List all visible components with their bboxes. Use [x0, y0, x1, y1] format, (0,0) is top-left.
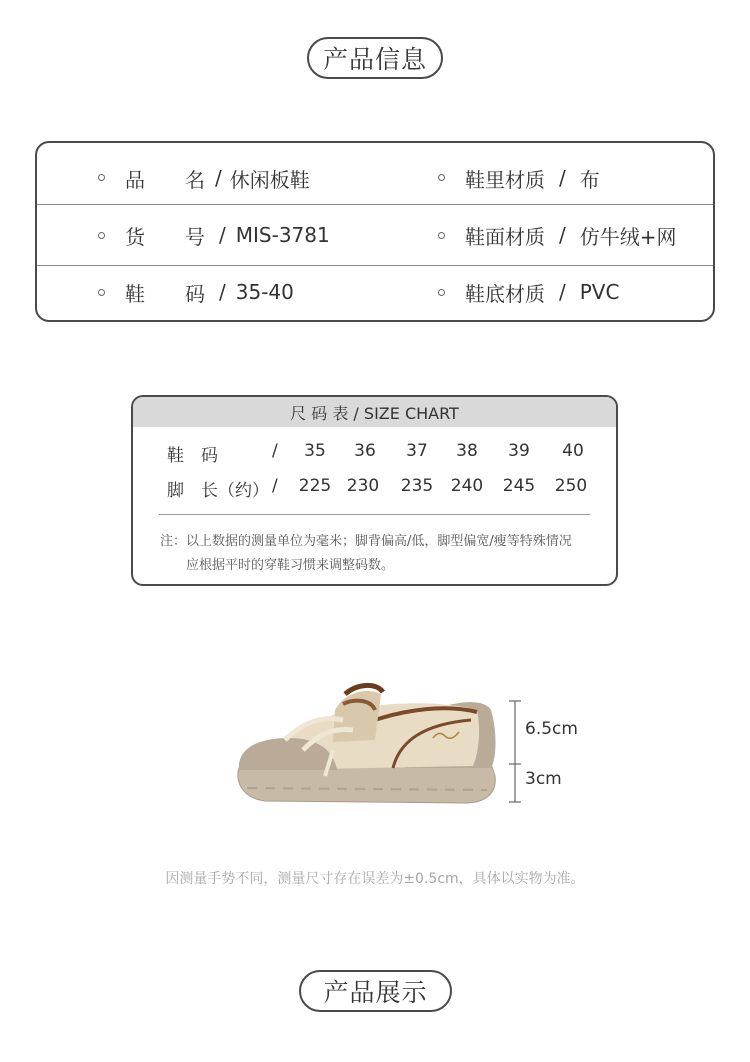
foot-length-label: 脚 长（约） [167, 481, 269, 501]
info-value: 35-40 [235, 280, 294, 304]
info-item-upper [465, 221, 677, 249]
info-item-name [125, 164, 310, 192]
bullet-dot-icon [438, 289, 445, 296]
foot-length-value: 250 [554, 476, 588, 496]
size-chart-title: 尺 码 表 / SIZE CHART [290, 403, 459, 423]
info-value: 布 [579, 167, 600, 192]
bullet-dot-icon [438, 174, 445, 181]
size-value: 38 [456, 441, 478, 461]
size-chart-card [131, 395, 618, 586]
foot-length-value: 225 [298, 476, 332, 496]
info-label: 鞋底材质 [465, 281, 545, 306]
dimension-markers [505, 700, 525, 804]
size-chart-header [133, 397, 616, 427]
size-note-line: 注：以上数据的测量单位为毫米；脚背偏高/低，脚型偏宽/瘦等特殊情况 [160, 534, 572, 549]
info-label: 鞋 码 [125, 281, 205, 306]
info-separator: / [559, 166, 566, 190]
info-separator: / [219, 280, 226, 304]
bullet-dot-icon [438, 232, 445, 239]
bullet-dot-icon [98, 174, 105, 181]
section-title-text: 产品信息 [322, 45, 427, 74]
info-label: 鞋里材质 [465, 167, 545, 192]
foot-length-value: 230 [346, 476, 380, 496]
size-row-separator: / [272, 476, 278, 496]
shoe-image [225, 680, 515, 810]
info-separator: / [559, 280, 566, 304]
info-item-lining [465, 164, 600, 192]
size-row-label: 鞋 码 [167, 446, 218, 466]
size-chart-divider [159, 514, 590, 515]
measurement-disclaimer: 因测量手势不同，测量尺寸存在误差为±0.5cm，具体以实物为准。 [165, 871, 585, 887]
size-value: 40 [562, 441, 584, 461]
bullet-dot-icon [98, 232, 105, 239]
info-item-sole [465, 278, 619, 306]
sole-height-label: 3cm [525, 769, 562, 789]
upper-height-label: 6.5cm [525, 719, 578, 739]
size-value: 35 [304, 441, 326, 461]
info-value: MIS-3781 [235, 223, 330, 247]
section-title-product-show [299, 970, 452, 1012]
section-title-text: 产品展示 [323, 978, 428, 1007]
product-info-table [35, 141, 715, 322]
size-row-separator: / [272, 441, 278, 461]
info-item-sku [125, 221, 330, 249]
foot-length-value: 245 [502, 476, 536, 496]
bullet-dot-icon [98, 289, 105, 296]
size-value: 39 [508, 441, 530, 461]
info-separator: / [219, 223, 226, 247]
info-separator: / [215, 166, 222, 190]
info-item-size [125, 278, 294, 306]
info-label: 鞋面材质 [465, 224, 545, 249]
info-value: PVC [579, 280, 620, 304]
foot-length-value: 240 [450, 476, 484, 496]
info-separator: / [559, 223, 566, 247]
size-value: 37 [406, 441, 428, 461]
section-title-product-info [307, 37, 443, 79]
info-value: 仿牛绒+网 [579, 224, 677, 249]
info-value: 休闲板鞋 [229, 167, 310, 192]
info-label: 品 名 [125, 167, 205, 192]
foot-length-value: 235 [400, 476, 434, 496]
size-note-line: 应根据平时的穿鞋习惯来调整码数。 [186, 558, 395, 573]
size-value: 36 [354, 441, 376, 461]
row-divider [37, 265, 713, 266]
info-label: 货 号 [125, 224, 205, 249]
row-divider [37, 204, 713, 205]
